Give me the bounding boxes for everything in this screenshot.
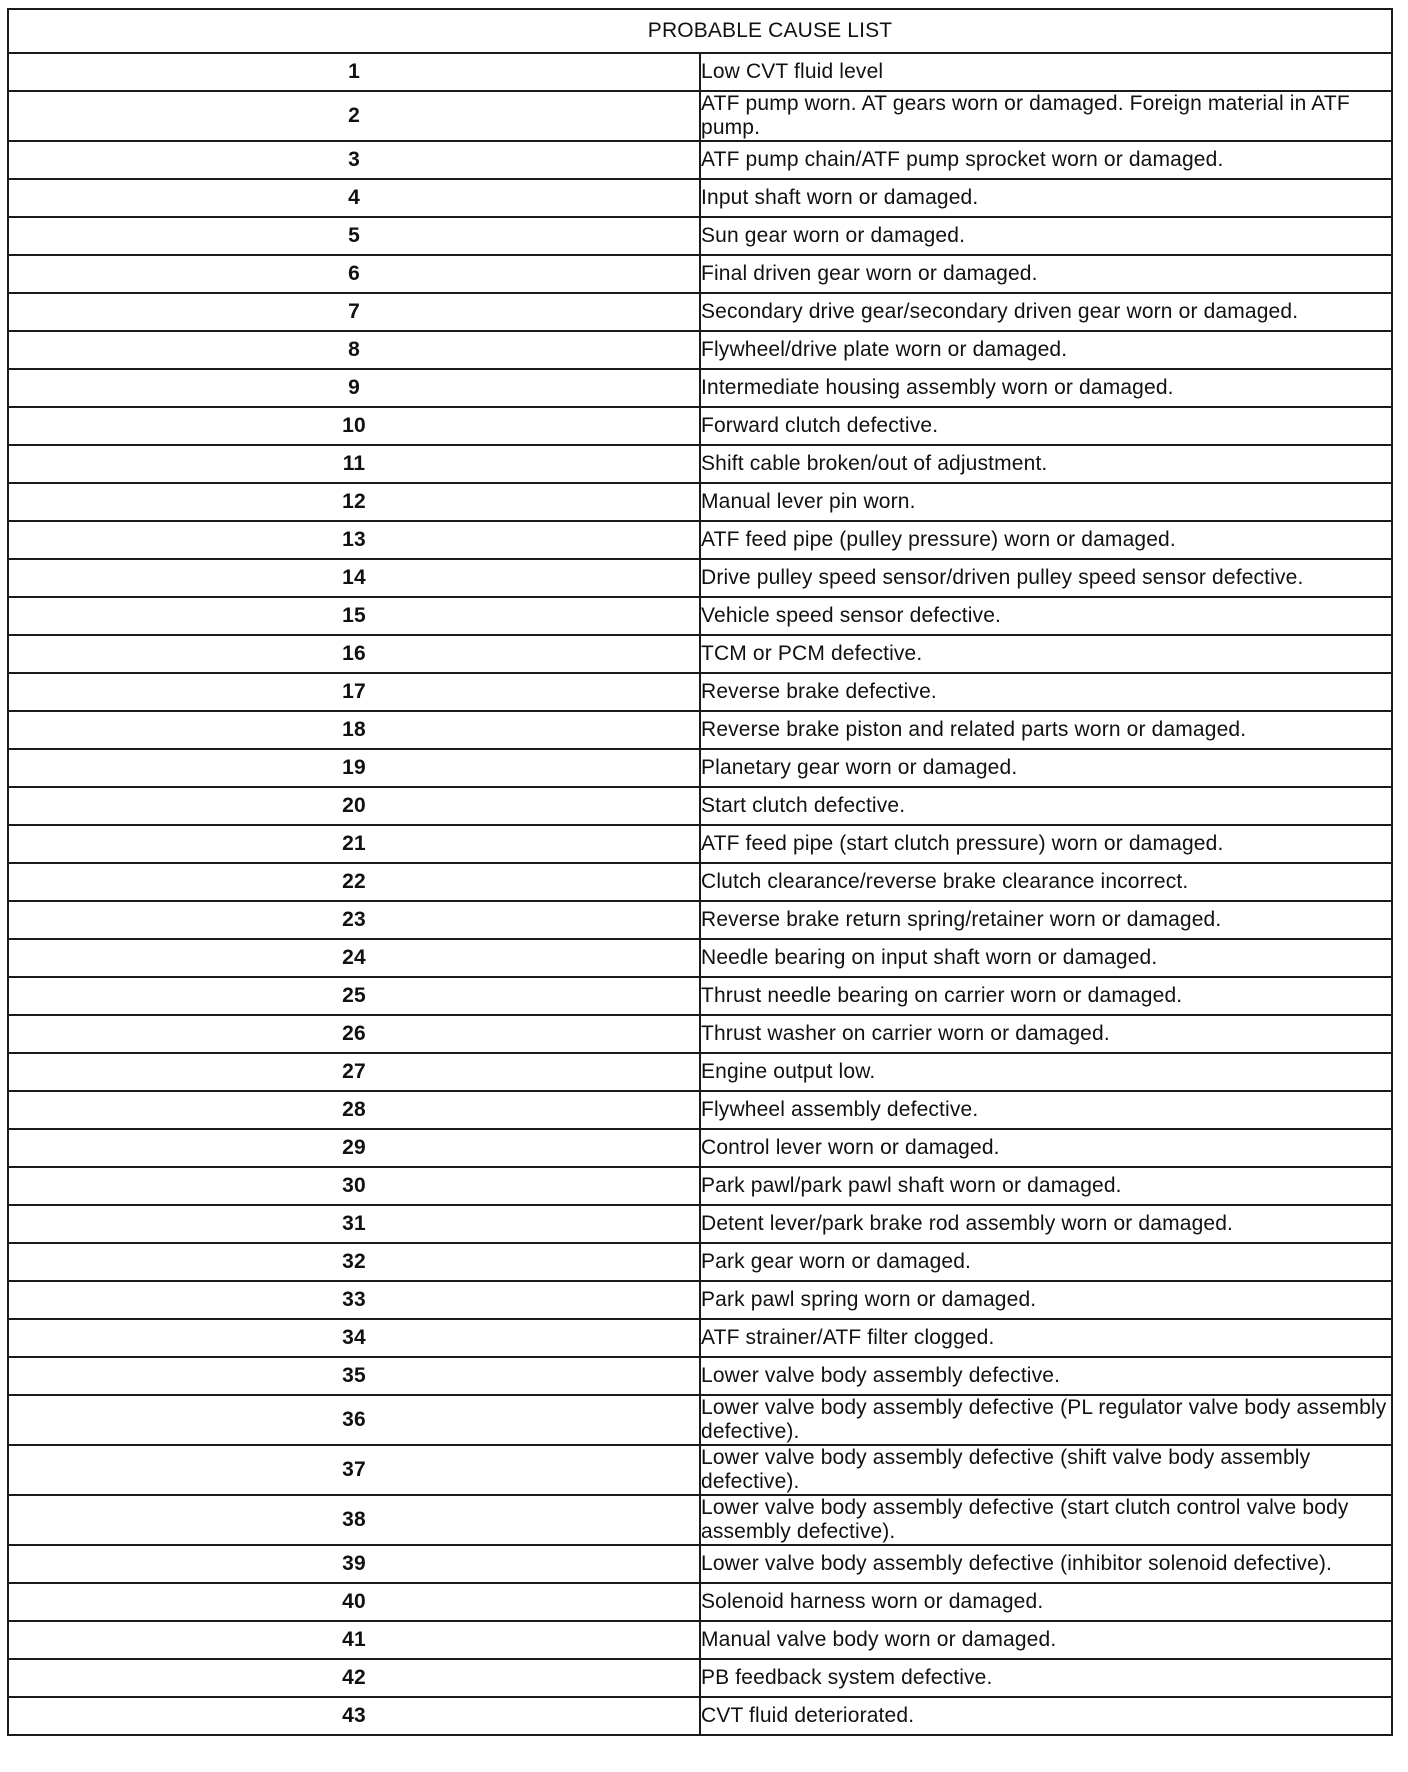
table-row — [8, 255, 1392, 293]
cause-number: 31 — [8, 1205, 700, 1243]
cause-description: Manual valve body worn or damaged. — [700, 1621, 1392, 1659]
cause-number: 1 — [8, 53, 700, 91]
cause-description: ATF pump worn. AT gears worn or damaged. Foreign material in ATF pump. — [700, 91, 1392, 141]
cause-description: TCM or PCM defective. — [700, 635, 1392, 673]
table-row — [8, 1053, 1392, 1091]
cause-description: Solenoid harness worn or damaged. — [700, 1583, 1392, 1621]
cause-number: 8 — [8, 331, 700, 369]
cause-number: 27 — [8, 1053, 700, 1091]
cause-description: Low CVT fluid level — [700, 53, 1392, 91]
table-row — [8, 1445, 1392, 1495]
cause-description: Clutch clearance/reverse brake clearance incorrect. — [700, 863, 1392, 901]
cause-description: Vehicle speed sensor defective. — [700, 597, 1392, 635]
table-title: PROBABLE CAUSE LIST — [8, 9, 1392, 53]
cause-description: Input shaft worn or damaged. — [700, 179, 1392, 217]
table-row — [8, 1319, 1392, 1357]
table-row — [8, 559, 1392, 597]
cause-number: 11 — [8, 445, 700, 483]
table-row — [8, 597, 1392, 635]
probable-cause-table — [7, 8, 1393, 1736]
cause-number: 4 — [8, 179, 700, 217]
cause-number: 18 — [8, 711, 700, 749]
cause-number: 42 — [8, 1659, 700, 1697]
table-row — [8, 1129, 1392, 1167]
cause-description: Control lever worn or damaged. — [700, 1129, 1392, 1167]
cause-number: 43 — [8, 1697, 700, 1735]
document-page — [7, 8, 1393, 1736]
cause-description: Shift cable broken/out of adjustment. — [700, 445, 1392, 483]
table-row — [8, 749, 1392, 787]
cause-description: Engine output low. — [700, 1053, 1392, 1091]
cause-number: 16 — [8, 635, 700, 673]
table-row — [8, 521, 1392, 559]
table-row — [8, 445, 1392, 483]
table-row — [8, 1697, 1392, 1735]
cause-number: 21 — [8, 825, 700, 863]
table-row — [8, 1281, 1392, 1319]
cause-number: 39 — [8, 1545, 700, 1583]
cause-description: ATF pump chain/ATF pump sprocket worn or damaged. — [700, 141, 1392, 179]
table-row — [8, 1015, 1392, 1053]
cause-description: Lower valve body assembly defective (start clutch control valve body assembly defective). — [700, 1495, 1392, 1545]
cause-number: 36 — [8, 1395, 700, 1445]
cause-number: 10 — [8, 407, 700, 445]
table-row — [8, 53, 1392, 91]
cause-number: 15 — [8, 597, 700, 635]
cause-number: 28 — [8, 1091, 700, 1129]
cause-number: 40 — [8, 1583, 700, 1621]
cause-description: Park gear worn or damaged. — [700, 1243, 1392, 1281]
cause-description: ATF feed pipe (pulley pressure) worn or damaged. — [700, 521, 1392, 559]
cause-description: Forward clutch defective. — [700, 407, 1392, 445]
table-row — [8, 787, 1392, 825]
table-row — [8, 1167, 1392, 1205]
table-row — [8, 369, 1392, 407]
table-row — [8, 293, 1392, 331]
cause-number: 26 — [8, 1015, 700, 1053]
cause-number: 37 — [8, 1445, 700, 1495]
cause-description: Reverse brake piston and related parts worn or damaged. — [700, 711, 1392, 749]
table-row — [8, 1243, 1392, 1281]
table-row — [8, 1545, 1392, 1583]
cause-description: Reverse brake defective. — [700, 673, 1392, 711]
cause-number: 33 — [8, 1281, 700, 1319]
cause-number: 12 — [8, 483, 700, 521]
cause-description: Drive pulley speed sensor/driven pulley speed sensor defective. — [700, 559, 1392, 597]
cause-description: Flywheel assembly defective. — [700, 1091, 1392, 1129]
table-row — [8, 1583, 1392, 1621]
table-row — [8, 1091, 1392, 1129]
cause-number: 7 — [8, 293, 700, 331]
cause-description: Reverse brake return spring/retainer worn or damaged. — [700, 901, 1392, 939]
cause-number: 30 — [8, 1167, 700, 1205]
cause-number: 24 — [8, 939, 700, 977]
table-row — [8, 141, 1392, 179]
cause-description: Sun gear worn or damaged. — [700, 217, 1392, 255]
cause-description: ATF strainer/ATF filter clogged. — [700, 1319, 1392, 1357]
cause-description: Needle bearing on input shaft worn or damaged. — [700, 939, 1392, 977]
cause-description: Flywheel/drive plate worn or damaged. — [700, 331, 1392, 369]
table-row — [8, 1357, 1392, 1395]
cause-number: 13 — [8, 521, 700, 559]
table-body — [8, 53, 1392, 1735]
table-row — [8, 673, 1392, 711]
table-row — [8, 711, 1392, 749]
cause-description: Thrust washer on carrier worn or damaged. — [700, 1015, 1392, 1053]
cause-description: ATF feed pipe (start clutch pressure) worn or damaged. — [700, 825, 1392, 863]
table-row — [8, 1659, 1392, 1697]
cause-description: Lower valve body assembly defective (inhibitor solenoid defective). — [700, 1545, 1392, 1583]
table-row — [8, 179, 1392, 217]
table-row — [8, 1205, 1392, 1243]
cause-description: Thrust needle bearing on carrier worn or damaged. — [700, 977, 1392, 1015]
table-row — [8, 1395, 1392, 1445]
cause-number: 17 — [8, 673, 700, 711]
cause-number: 34 — [8, 1319, 700, 1357]
cause-number: 2 — [8, 91, 700, 141]
cause-number: 38 — [8, 1495, 700, 1545]
cause-number: 9 — [8, 369, 700, 407]
table-row — [8, 1495, 1392, 1545]
cause-description: Start clutch defective. — [700, 787, 1392, 825]
table-row — [8, 1621, 1392, 1659]
cause-description: CVT fluid deteriorated. — [700, 1697, 1392, 1735]
table-header-row — [8, 9, 1392, 53]
cause-number: 20 — [8, 787, 700, 825]
cause-number: 19 — [8, 749, 700, 787]
cause-number: 3 — [8, 141, 700, 179]
cause-description: Final driven gear worn or damaged. — [700, 255, 1392, 293]
table-row — [8, 939, 1392, 977]
cause-description: Lower valve body assembly defective (shift valve body assembly defective). — [700, 1445, 1392, 1495]
cause-number: 41 — [8, 1621, 700, 1659]
table-row — [8, 331, 1392, 369]
table-row — [8, 483, 1392, 521]
cause-number: 23 — [8, 901, 700, 939]
table-row — [8, 863, 1392, 901]
cause-description: PB feedback system defective. — [700, 1659, 1392, 1697]
cause-number: 25 — [8, 977, 700, 1015]
table-row — [8, 901, 1392, 939]
cause-description: Detent lever/park brake rod assembly worn or damaged. — [700, 1205, 1392, 1243]
cause-number: 32 — [8, 1243, 700, 1281]
cause-number: 22 — [8, 863, 700, 901]
cause-description: Intermediate housing assembly worn or damaged. — [700, 369, 1392, 407]
cause-number: 29 — [8, 1129, 700, 1167]
cause-description: Manual lever pin worn. — [700, 483, 1392, 521]
table-row — [8, 217, 1392, 255]
cause-description: Lower valve body assembly defective. — [700, 1357, 1392, 1395]
cause-number: 35 — [8, 1357, 700, 1395]
table-row — [8, 91, 1392, 141]
table-row — [8, 407, 1392, 445]
cause-number: 14 — [8, 559, 700, 597]
table-row — [8, 635, 1392, 673]
cause-description: Planetary gear worn or damaged. — [700, 749, 1392, 787]
cause-description: Secondary drive gear/secondary driven gear worn or damaged. — [700, 293, 1392, 331]
cause-description: Park pawl/park pawl shaft worn or damaged. — [700, 1167, 1392, 1205]
table-row — [8, 977, 1392, 1015]
table-row — [8, 825, 1392, 863]
cause-number: 5 — [8, 217, 700, 255]
cause-description: Park pawl spring worn or damaged. — [700, 1281, 1392, 1319]
cause-number: 6 — [8, 255, 700, 293]
cause-description: Lower valve body assembly defective (PL regulator valve body assembly defective). — [700, 1395, 1392, 1445]
